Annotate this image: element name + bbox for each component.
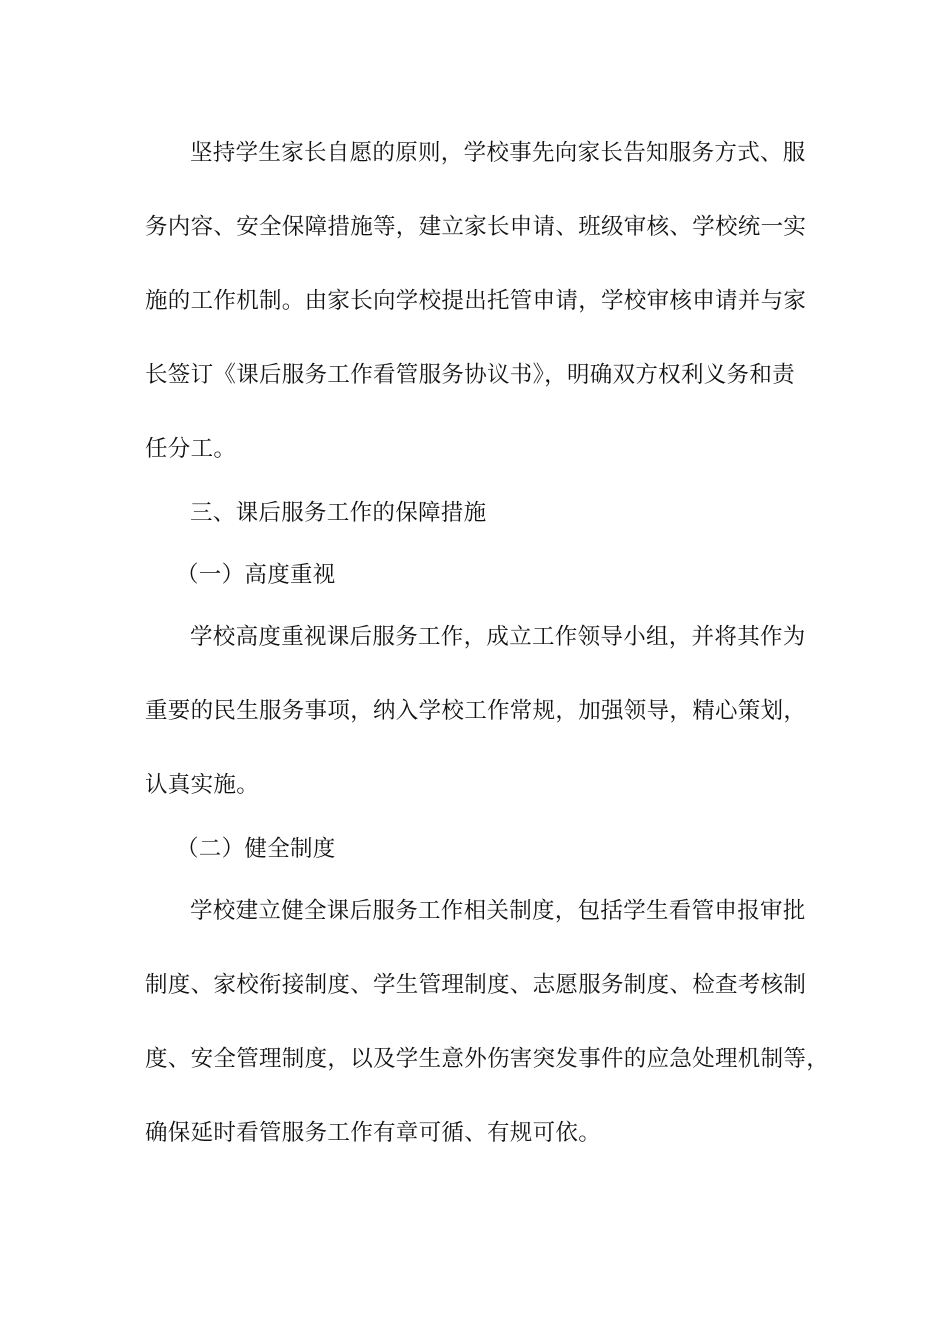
subsection-heading-1: （一）高度重视 <box>176 562 336 588</box>
subsection-heading-2: （二）健全制度 <box>176 836 336 862</box>
section-heading: 三、课后服务工作的保障措施 <box>190 500 487 526</box>
paragraph-3-line-4: 确保延时看管服务工作有章可循、有规可依。 <box>145 1120 602 1146</box>
paragraph-1-line-2: 务内容、安全保障措施等，建立家长申请、班级审核、学校统一实 <box>145 214 807 240</box>
paragraph-1-line-1: 坚持学生家长自愿的原则，学校事先向家长告知服务方式、服 <box>190 140 806 166</box>
paragraph-2-line-1: 学校高度重视课后服务工作，成立工作领导小组，并将其作为 <box>190 624 806 650</box>
paragraph-3-line-1: 学校建立健全课后服务工作相关制度，包括学生看管申报审批 <box>190 898 806 924</box>
paragraph-1-line-5: 任分工。 <box>145 436 237 462</box>
paragraph-3-line-2: 制度、家校衔接制度、学生管理制度、志愿服务制度、检查考核制 <box>145 972 807 998</box>
paragraph-2-line-2: 重要的民生服务事项，纳入学校工作常规，加强领导，精心策划， <box>145 698 807 724</box>
paragraph-2-line-3: 认真实施。 <box>145 772 260 798</box>
paragraph-3-line-3: 度、安全管理制度，以及学生意外伤害突发事件的应急处理机制等， <box>145 1046 830 1072</box>
paragraph-1-line-4: 长签订《课后服务工作看管服务协议书》，明确双方权利义务和责 <box>145 362 795 388</box>
paragraph-1-line-3: 施的工作机制。由家长向学校提出托管申请，学校审核申请并与家 <box>145 288 807 314</box>
